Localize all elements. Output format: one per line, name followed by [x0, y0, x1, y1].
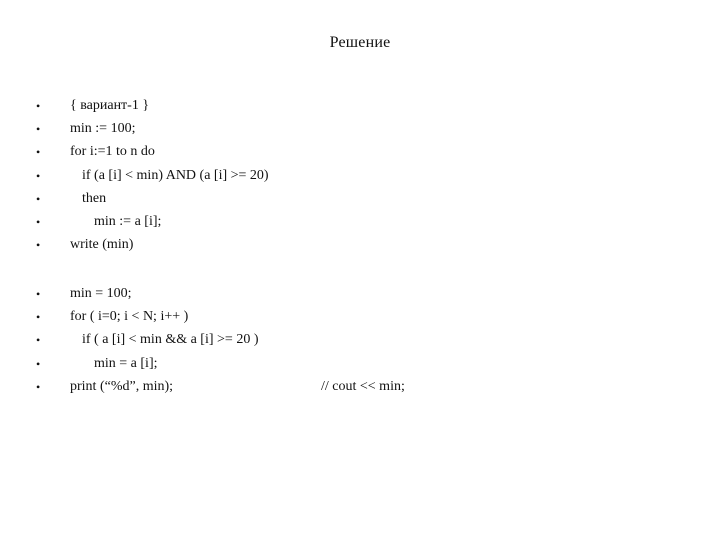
slide-title-text: Решение — [329, 34, 391, 51]
list-item — [36, 167, 269, 190]
bullet-icon: • — [36, 238, 41, 253]
list-item — [36, 190, 107, 213]
code-line: { вариант-1 } — [70, 98, 150, 113]
code-line: min = a [i]; — [94, 355, 158, 371]
list-item — [36, 355, 158, 378]
bullet-icon: • — [36, 310, 41, 325]
code-line: print (“%d”, min); — [70, 378, 174, 394]
list-item — [36, 97, 150, 120]
list-item — [36, 378, 405, 401]
bullet-icon: • — [36, 214, 41, 229]
code-line: min := 100; — [70, 121, 136, 137]
code-line: for i:=1 to n do — [70, 144, 155, 160]
code-line: if ( a [i] < min && a [i] >= 20 ) — [82, 332, 259, 348]
bullet-icon: • — [36, 122, 41, 137]
list-item — [36, 285, 132, 308]
list-item — [36, 213, 162, 236]
list-item — [36, 236, 134, 259]
bullet-icon: • — [36, 287, 41, 301]
bullet-icon: • — [36, 356, 41, 371]
bullet-icon: • — [36, 145, 41, 160]
code-line: write (min) — [70, 237, 134, 253]
bullet-icon: • — [36, 99, 41, 113]
code-line: for ( i=0; i < N; i++ ) — [70, 309, 189, 325]
code-block-c — [36, 285, 405, 401]
bullet-icon: • — [36, 191, 41, 206]
bullet-icon: • — [36, 168, 41, 183]
list-item — [36, 120, 136, 143]
code-block-pascal — [36, 97, 269, 259]
slide-title — [0, 34, 720, 52]
code-line: min := a [i]; — [94, 213, 162, 229]
code-line: min = 100; — [70, 286, 132, 301]
list-item — [36, 308, 189, 331]
list-item — [36, 331, 259, 354]
code-comment: // cout << min; — [321, 378, 405, 394]
code-line: if (a [i] < min) AND (a [i] >= 20) — [82, 167, 269, 183]
bullet-icon: • — [36, 379, 41, 394]
bullet-icon: • — [36, 333, 41, 348]
list-item — [36, 143, 155, 166]
code-line: then — [82, 190, 107, 206]
